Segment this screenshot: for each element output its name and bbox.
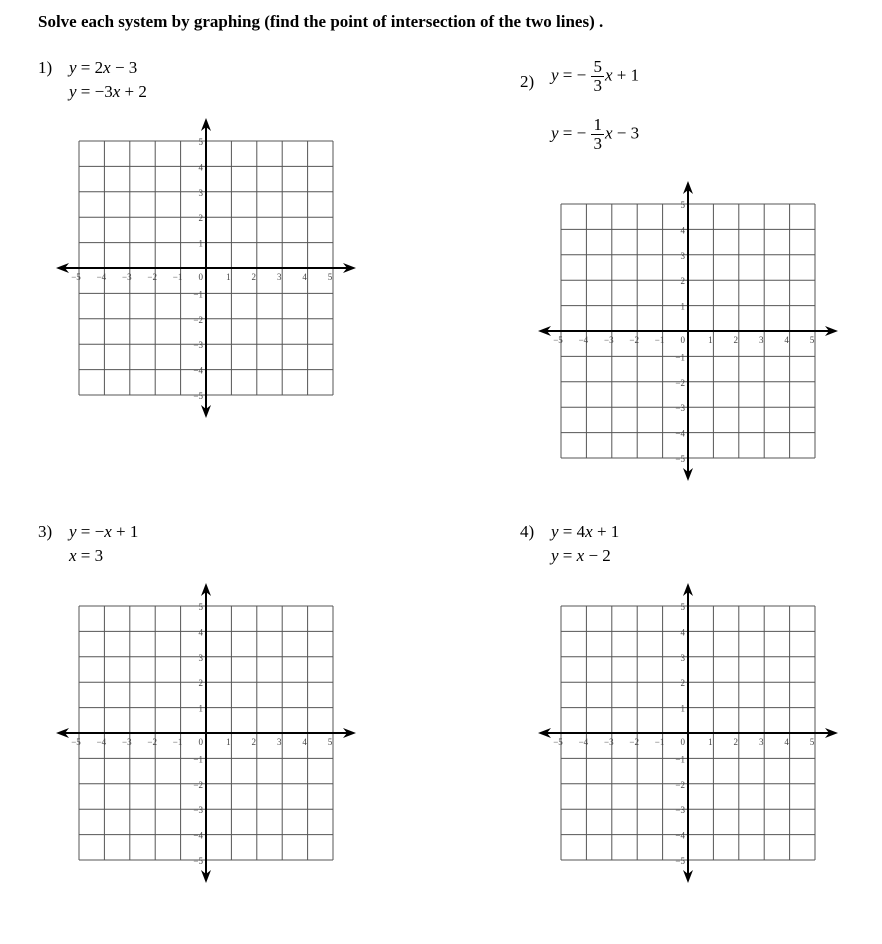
equation-2 — [69, 546, 103, 566]
problem-number: 3) — [38, 522, 53, 541]
eq-var: x — [604, 65, 613, 85]
equation-1 — [551, 522, 619, 542]
x-tick-label: 5 — [327, 272, 333, 282]
y-tick-label: −3 — [193, 805, 203, 816]
x-tick-label: 3 — [276, 272, 282, 282]
x-tick-label: 3 — [276, 737, 282, 747]
x-tick-label: −3 — [122, 737, 132, 747]
y-axis-arrow-down — [683, 468, 693, 481]
eq-coef: − — [94, 522, 105, 541]
y-tick-label: 4 — [680, 627, 685, 638]
x-tick-label: 2 — [251, 272, 257, 282]
eq-rel: = — [76, 82, 95, 101]
x-tick-label: −4 — [578, 335, 589, 345]
y-tick-label: −1 — [675, 754, 685, 765]
origin-label: 0 — [198, 272, 203, 282]
eq-tail: + 1 — [111, 522, 139, 541]
x-tick-label: −1 — [654, 737, 665, 747]
y-axis-arrow-up — [683, 583, 693, 596]
x-tick-label: 1 — [708, 335, 713, 345]
x-axis-arrow-left — [538, 728, 551, 738]
x-tick-label: −5 — [71, 272, 81, 282]
y-tick-label: 4 — [198, 162, 203, 173]
eq-var: x — [103, 58, 111, 77]
eq-tail: + 1 — [592, 522, 620, 541]
eq-lhs: y — [551, 546, 559, 565]
y-axis-arrow-up — [201, 118, 211, 131]
eq-tail: + 1 — [612, 65, 640, 85]
x-axis-arrow-left — [56, 728, 69, 738]
y-tick-label: 5 — [198, 137, 203, 147]
fraction-numerator: 5 — [593, 57, 602, 76]
fraction-denominator: 3 — [593, 75, 602, 95]
y-axis-arrow-down — [683, 870, 693, 883]
x-tick-label: −3 — [604, 335, 614, 345]
y-tick-label: 5 — [680, 602, 685, 612]
eq-var: x — [104, 522, 112, 541]
y-tick-label: −5 — [193, 856, 203, 866]
x-tick-label: −1 — [172, 272, 183, 282]
x-tick-label: 2 — [251, 737, 257, 747]
x-tick-label: 2 — [733, 737, 739, 747]
eq-tail: − 3 — [612, 123, 640, 143]
x-axis-arrow-left — [538, 326, 551, 336]
y-tick-label: 1 — [198, 703, 203, 714]
x-axis-arrow-right — [343, 263, 356, 273]
x-tick-label: −1 — [654, 335, 665, 345]
eq-tail: − 2 — [584, 546, 611, 565]
x-tick-label: 4 — [784, 335, 789, 345]
origin-label: 0 — [680, 335, 685, 345]
y-axis-arrow-down — [201, 870, 211, 883]
y-tick-label: −1 — [675, 352, 685, 363]
x-tick-label: 3 — [758, 737, 764, 747]
x-tick-label: 1 — [708, 737, 713, 747]
eq-coef: 4 — [576, 522, 586, 541]
eq-lhs: y — [551, 522, 559, 541]
eq-lhs: y — [69, 522, 77, 541]
equation-1 — [69, 522, 138, 542]
eq-lhs: y — [69, 82, 77, 101]
y-tick-label: 1 — [680, 301, 685, 312]
x-tick-label: −2 — [629, 737, 639, 747]
y-tick-label: −5 — [193, 391, 203, 401]
y-tick-label: −3 — [675, 805, 685, 816]
y-tick-label: 4 — [680, 225, 685, 236]
fraction-denominator: 3 — [593, 133, 602, 153]
eq-rel: = — [558, 546, 577, 565]
x-tick-label: −2 — [629, 335, 639, 345]
x-tick-label: 5 — [327, 737, 333, 747]
y-tick-label: 2 — [680, 276, 685, 287]
eq-rel: = − — [558, 65, 591, 85]
eq-rel: = — [558, 522, 577, 541]
eq-var: x — [112, 82, 121, 101]
y-tick-label: 1 — [680, 703, 685, 714]
x-tick-label: −5 — [553, 737, 563, 747]
x-axis-arrow-left — [56, 263, 69, 273]
eq-lhs: y — [551, 65, 559, 85]
eq-tail: − 3 — [110, 58, 138, 77]
y-tick-label: −2 — [675, 377, 685, 388]
x-tick-label: 4 — [302, 737, 307, 747]
eq-rel: = — [76, 522, 95, 541]
y-tick-label: 3 — [680, 250, 685, 261]
y-tick-label: −1 — [193, 289, 203, 300]
eq-lhs: y — [69, 58, 77, 77]
eq-var: x — [604, 123, 613, 143]
y-tick-label: −3 — [675, 403, 685, 414]
x-tick-label: 2 — [733, 335, 739, 345]
fraction-numerator: 1 — [593, 115, 602, 134]
eq-rel: = — [76, 58, 95, 77]
x-tick-label: 1 — [226, 737, 231, 747]
x-tick-label: −5 — [553, 335, 563, 345]
y-tick-label: 2 — [198, 678, 203, 689]
y-tick-label: −3 — [193, 340, 203, 351]
y-tick-label: −5 — [675, 454, 685, 464]
y-axis-arrow-up — [201, 583, 211, 596]
x-axis-arrow-right — [343, 728, 356, 738]
origin-label: 0 — [680, 737, 685, 747]
equation-2 — [69, 82, 147, 102]
x-tick-label: 1 — [226, 272, 231, 282]
x-axis-arrow-right — [825, 326, 838, 336]
x-tick-label: −4 — [96, 737, 107, 747]
x-tick-label: 4 — [302, 272, 307, 282]
y-tick-label: 2 — [198, 213, 203, 224]
eq-coef: −3 — [94, 82, 113, 101]
y-tick-label: 1 — [198, 238, 203, 249]
equation-1 — [69, 58, 137, 78]
x-tick-label: 4 — [784, 737, 789, 747]
eq-lhs: y — [551, 123, 559, 143]
instructions: Solve each system by graphing (find the point of intersection of the two lines) . — [38, 12, 604, 31]
problem-number: 4) — [520, 522, 535, 541]
problem-number: 1) — [38, 58, 53, 77]
eq-var: x — [576, 546, 585, 565]
x-tick-label: 5 — [809, 737, 815, 747]
y-tick-label: 2 — [680, 678, 685, 689]
y-tick-label: 3 — [198, 652, 203, 663]
x-tick-label: −3 — [122, 272, 132, 282]
y-tick-label: −2 — [675, 779, 685, 790]
x-tick-label: 5 — [809, 335, 815, 345]
y-tick-label: −2 — [193, 314, 203, 325]
y-tick-label: 3 — [680, 652, 685, 663]
equation-2 — [551, 116, 639, 153]
y-tick-label: −2 — [193, 779, 203, 790]
x-tick-label: −4 — [578, 737, 589, 747]
fraction — [591, 58, 604, 95]
y-tick-label: −5 — [675, 856, 685, 866]
x-tick-label: −2 — [147, 737, 157, 747]
x-tick-label: −5 — [71, 737, 81, 747]
x-tick-label: −4 — [96, 272, 107, 282]
eq-lhs: x — [69, 546, 77, 565]
y-tick-label: −4 — [193, 365, 203, 376]
x-tick-label: 3 — [758, 335, 764, 345]
y-tick-label: 5 — [680, 200, 685, 210]
eq-coef: 2 — [94, 58, 104, 77]
origin-label: 0 — [198, 737, 203, 747]
equation-2 — [551, 546, 611, 566]
y-tick-label: −4 — [193, 830, 203, 841]
x-tick-label: −1 — [172, 737, 183, 747]
y-tick-label: −4 — [675, 830, 685, 841]
y-tick-label: 5 — [198, 602, 203, 612]
y-tick-label: −4 — [675, 428, 685, 439]
eq-rel: = — [76, 546, 95, 565]
y-axis-arrow-down — [201, 405, 211, 418]
equation-1 — [551, 58, 639, 95]
eq-rel: = − — [558, 123, 591, 143]
eq-var: x — [585, 522, 593, 541]
y-tick-label: −1 — [193, 754, 203, 765]
x-tick-label: −2 — [147, 272, 157, 282]
eq-coef: 3 — [94, 546, 104, 565]
problem-number: 2) — [520, 72, 535, 91]
eq-tail: + 2 — [120, 82, 147, 101]
x-axis-arrow-right — [825, 728, 838, 738]
y-tick-label: 3 — [198, 187, 203, 198]
x-tick-label: −3 — [604, 737, 614, 747]
y-tick-label: 4 — [198, 627, 203, 638]
fraction — [591, 116, 604, 153]
y-axis-arrow-up — [683, 181, 693, 194]
